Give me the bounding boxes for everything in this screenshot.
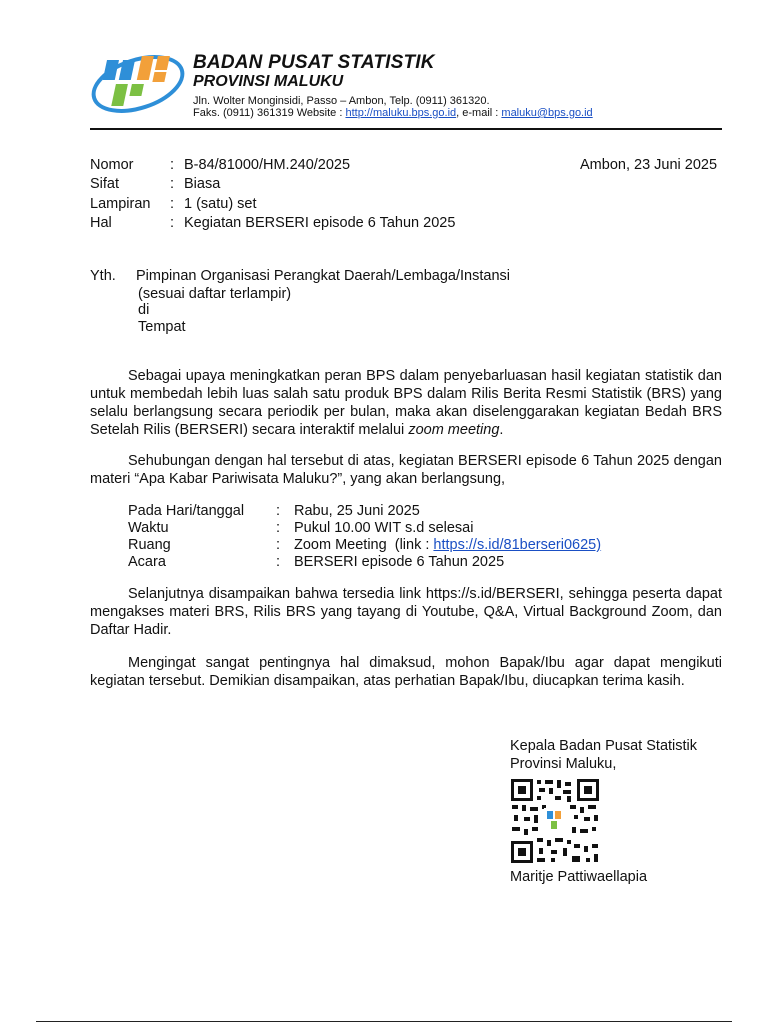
page-bottom-border — [36, 1021, 732, 1022]
signature-title-2: Provinsi Maluku, — [510, 756, 617, 772]
schedule-value-time: Pukul 10.00 WIT s.d selesai — [294, 520, 474, 536]
meta-label-nomor: Nomor — [90, 157, 134, 173]
meta-value-lampiran: 1 (satu) set — [184, 196, 257, 212]
schedule-value-event: BERSERI episode 6 Tahun 2025 — [294, 554, 505, 570]
body-paragraph-2 — [90, 452, 722, 488]
signature-title-1: Kepala Badan Pusat Statistik — [510, 738, 698, 754]
schedule-sep: : — [276, 520, 281, 536]
recipient-line-2: (sesuai daftar terlampir) — [138, 286, 292, 302]
meta-label-lampiran: Lampiran — [90, 196, 151, 212]
meta-label-hal: Hal — [90, 215, 112, 231]
schedule-label-time: Waktu — [128, 520, 169, 536]
schedule-sep: : — [276, 503, 281, 519]
schedule-value-date: Rabu, 25 Juni 2025 — [294, 503, 420, 519]
zoom-link[interactable]: https://s.id/81berseri0625) — [433, 537, 602, 553]
recipient-line-1: Pimpinan Organisasi Perangkat Daerah/Lembaga/Instansi — [136, 268, 510, 284]
header-divider — [90, 128, 722, 130]
meta-sep: : — [170, 157, 175, 173]
letter-date: Ambon, 23 Juni 2025 — [580, 157, 718, 173]
schedule-sep: : — [276, 554, 281, 570]
p2-text: Sehubungan dengan hal tersebut di atas, kegiatan BERSERI episode 6 Tahun 2025 dengan materi “Apa Kabar Pariwisata Maluku?”, yang akan berlangsung, — [90, 453, 722, 487]
body-paragraph-4 — [90, 654, 722, 690]
recipient-line-3: di — [138, 302, 150, 318]
meta-sep: : — [170, 196, 175, 212]
body-paragraph-3 — [90, 585, 722, 639]
email-link[interactable]: maluku@bps.go.id — [501, 107, 593, 119]
contact-line — [193, 107, 593, 119]
address-line: Jln. Wolter Monginsidi, Passo – Ambon, Telp. (0911) 361320. — [193, 95, 490, 107]
schedule-value-room — [294, 536, 601, 554]
p4-text: Mengingat sangat pentingnya hal dimaksud, mohon Bapak/Ibu agar dapat mengikuti kegiatan tersebut. Demikian disampaikan, atas perhatian Bapak/Ibu, diucapkan terima kasih. — [90, 655, 722, 689]
p1-end: . — [499, 422, 504, 438]
schedule-label-room: Ruang — [128, 537, 171, 553]
meta-label-sifat: Sifat — [90, 176, 120, 192]
p1-italic: zoom meeting — [408, 422, 500, 438]
meta-value-sifat: Biasa — [184, 176, 221, 192]
email-label: , e-mail : — [456, 107, 499, 119]
meta-sep: : — [170, 176, 175, 192]
recipient-line-4: Tempat — [138, 319, 186, 335]
room-text: Zoom Meeting (link : — [294, 537, 434, 553]
meta-sep: : — [170, 215, 175, 231]
province-name: PROVINSI MALUKU — [193, 73, 344, 90]
website-link[interactable]: http://maluku.bps.go.id — [345, 107, 457, 119]
qr-code-icon — [510, 778, 600, 864]
fax-label: Faks. (0911) 361319 Website : — [193, 107, 343, 119]
body-paragraph-1 — [90, 367, 722, 439]
schedule-sep: : — [276, 537, 281, 553]
salutation: Yth. — [90, 268, 116, 284]
meta-value-hal: Kegiatan BERSERI episode 6 Tahun 2025 — [184, 215, 456, 231]
bps-logo — [88, 46, 190, 120]
schedule-label-date: Pada Hari/tanggal — [128, 503, 245, 519]
signatory-name: Maritje Pattiwaellapia — [510, 869, 648, 885]
meta-value-nomor: B-84/81000/HM.240/2025 — [184, 157, 351, 173]
schedule-label-event: Acara — [128, 554, 166, 570]
p3-text: Selanjutnya disampaikan bahwa tersedia link https://s.id/BERSERI, sehingga peserta dapat mengakses materi BRS, Rilis BRS yang tayang di Youtube, Q&A, Virtual Background Zoom, dan Daftar Hadir. — [90, 586, 722, 638]
org-name: BADAN PUSAT STATISTIK — [193, 52, 435, 73]
p1-text: Sebagai upaya meningkatkan peran BPS dalam penyebarluasan hasil kegiatan statistik dan untuk membedah lebih luas salah satu produk BPS dalam Rilis Berita Resmi Statistik (BRS) yang selalu berlangsung secara periodik per bulan, maka akan diselenggarakan kegiatan Bedah BRS Setelah Rilis (BERSERI) secara interaktif melalui — [90, 368, 722, 438]
